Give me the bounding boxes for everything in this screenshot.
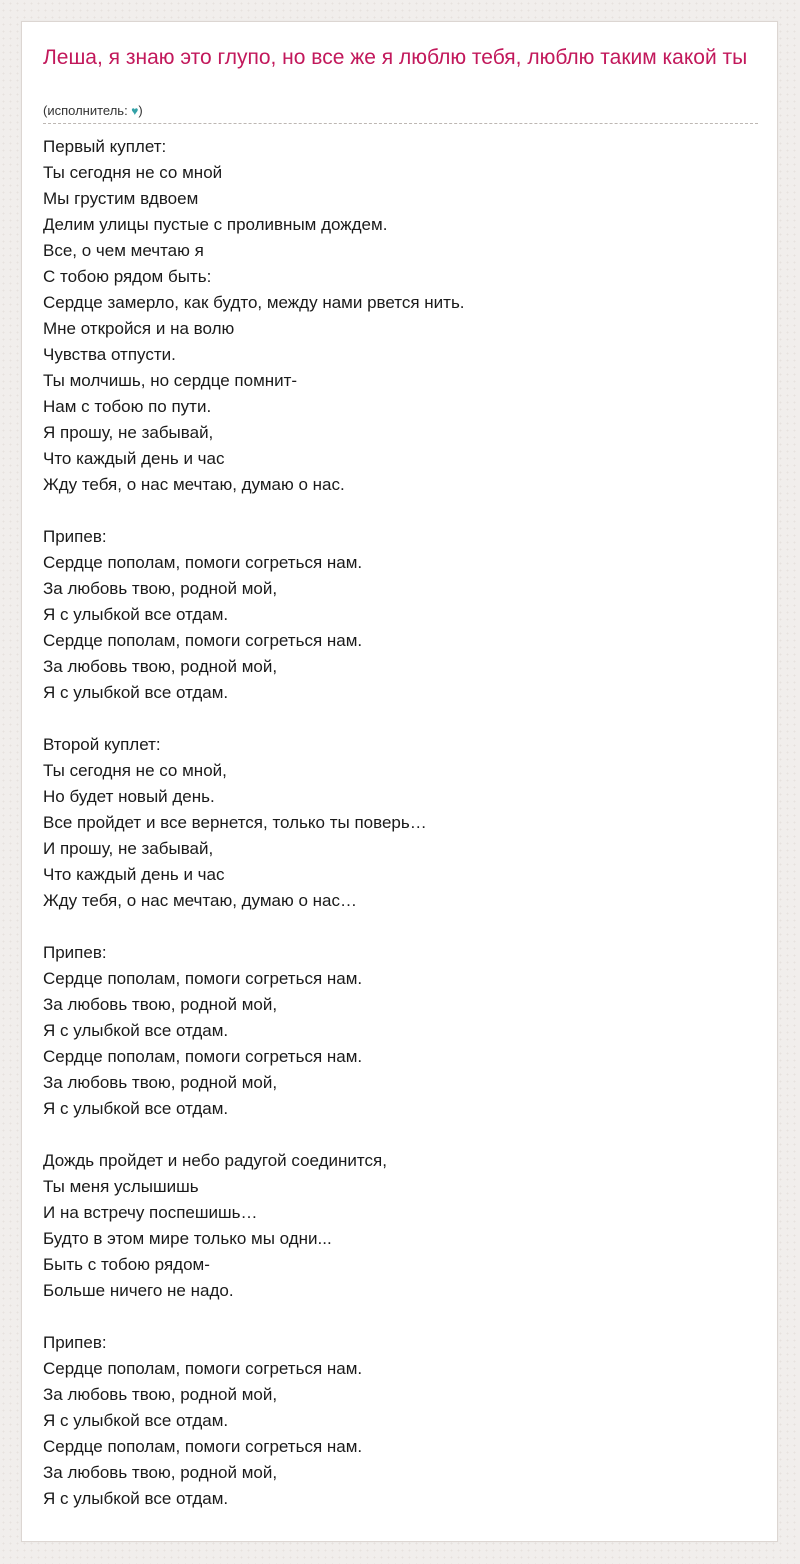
lyric-line: Я с улыбкой все отдам. [43,1099,229,1118]
lyrics-card [21,21,778,1542]
lyric-line: За любовь твою, родной мой, [43,579,278,598]
lyric-line: Сердце пополам, помоги согреться нам. [43,1047,363,1066]
lyric-line: Сердце пополам, помоги согреться нам. [43,553,363,572]
lyric-line: Делим улицы пустые с проливным дождем. [43,215,388,234]
lyric-line: Быть с тобою рядом- [43,1255,210,1274]
lyric-line: За любовь твою, родной мой, [43,1073,278,1092]
lyric-line: За любовь твою, родной мой, [43,657,278,676]
heart-icon[interactable]: ♥ [131,104,139,118]
lyric-line: Ты меня услышишь [43,1177,199,1196]
lyric-line: Все пройдет и все вернется, только ты поверь… [43,813,427,832]
dashed-divider [43,123,758,124]
lyric-line: Ты сегодня не со мной [43,163,223,182]
lyric-line: И прошу, не забывай, [43,839,214,858]
lyric-line: Сердце пополам, помоги согреться нам. [43,1359,363,1378]
lyric-line: За любовь твою, родной мой, [43,995,278,1014]
lyric-line: Больше ничего не надо. [43,1281,234,1300]
lyric-line: Припев: [43,527,107,546]
lyric-line: Что каждый день и час [43,449,225,468]
stanza-gap [43,914,758,940]
lyric-line: Сердце пополам, помоги согреться нам. [43,631,363,650]
performer-prefix: (исполнитель: [43,103,132,118]
performer-line [43,103,143,119]
lyric-line: Сердце пополам, помоги согреться нам. [43,1437,363,1456]
lyric-line: Но будет новый день. [43,787,215,806]
lyrics-text [43,134,758,1512]
stanza-gap [43,1304,758,1330]
lyric-line: Я с улыбкой все отдам. [43,1489,229,1508]
lyric-line: Сердце пополам, помоги согреться нам. [43,969,363,988]
lyric-line: Жду тебя, о нас мечтаю, думаю о нас. [43,475,345,494]
lyric-line: Первый куплет: [43,137,167,156]
lyric-line: Я прошу, не забывай, [43,423,214,442]
lyric-line: За любовь твою, родной мой, [43,1463,278,1482]
stanza-gap [43,498,758,524]
lyric-line: Все, о чем мечтаю я [43,241,204,260]
lyric-line: За любовь твою, родной мой, [43,1385,278,1404]
lyric-line: И на встречу поспешишь… [43,1203,258,1222]
lyric-line: Ты молчишь, но сердце помнит- [43,371,298,390]
lyric-line: Второй куплет: [43,735,161,754]
lyric-line: Нам с тобою по пути. [43,397,212,416]
lyric-line: Ты сегодня не со мной, [43,761,227,780]
lyric-line: Припев: [43,943,107,962]
lyric-line: Я с улыбкой все отдам. [43,605,229,624]
lyric-line: Чувства отпусти. [43,345,176,364]
lyric-line: Дождь пройдет и небо радугой соединится, [43,1151,387,1170]
stanza-gap [43,706,758,732]
lyric-line: Мне откройся и на волю [43,319,235,338]
lyric-line: Я с улыбкой все отдам. [43,683,229,702]
lyric-line: С тобою рядом быть: [43,267,212,286]
performer-suffix: ) [138,103,143,118]
stanza-gap [43,1122,758,1148]
lyric-line: Будто в этом мире только мы одни... [43,1229,332,1248]
lyric-line: Я с улыбкой все отдам. [43,1021,229,1040]
lyric-line: Сердце замерло, как будто, между нами рвется нить. [43,293,465,312]
song-title: Леша, я знаю это глупо, но все же я люблю тебя, люблю таким какой ты [43,46,748,69]
lyric-line: Жду тебя, о нас мечтаю, думаю о нас… [43,891,358,910]
lyric-line: Мы грустим вдвоем [43,189,199,208]
lyric-line: Что каждый день и час [43,865,225,884]
lyric-line: Припев: [43,1333,107,1352]
lyric-line: Я с улыбкой все отдам. [43,1411,229,1430]
